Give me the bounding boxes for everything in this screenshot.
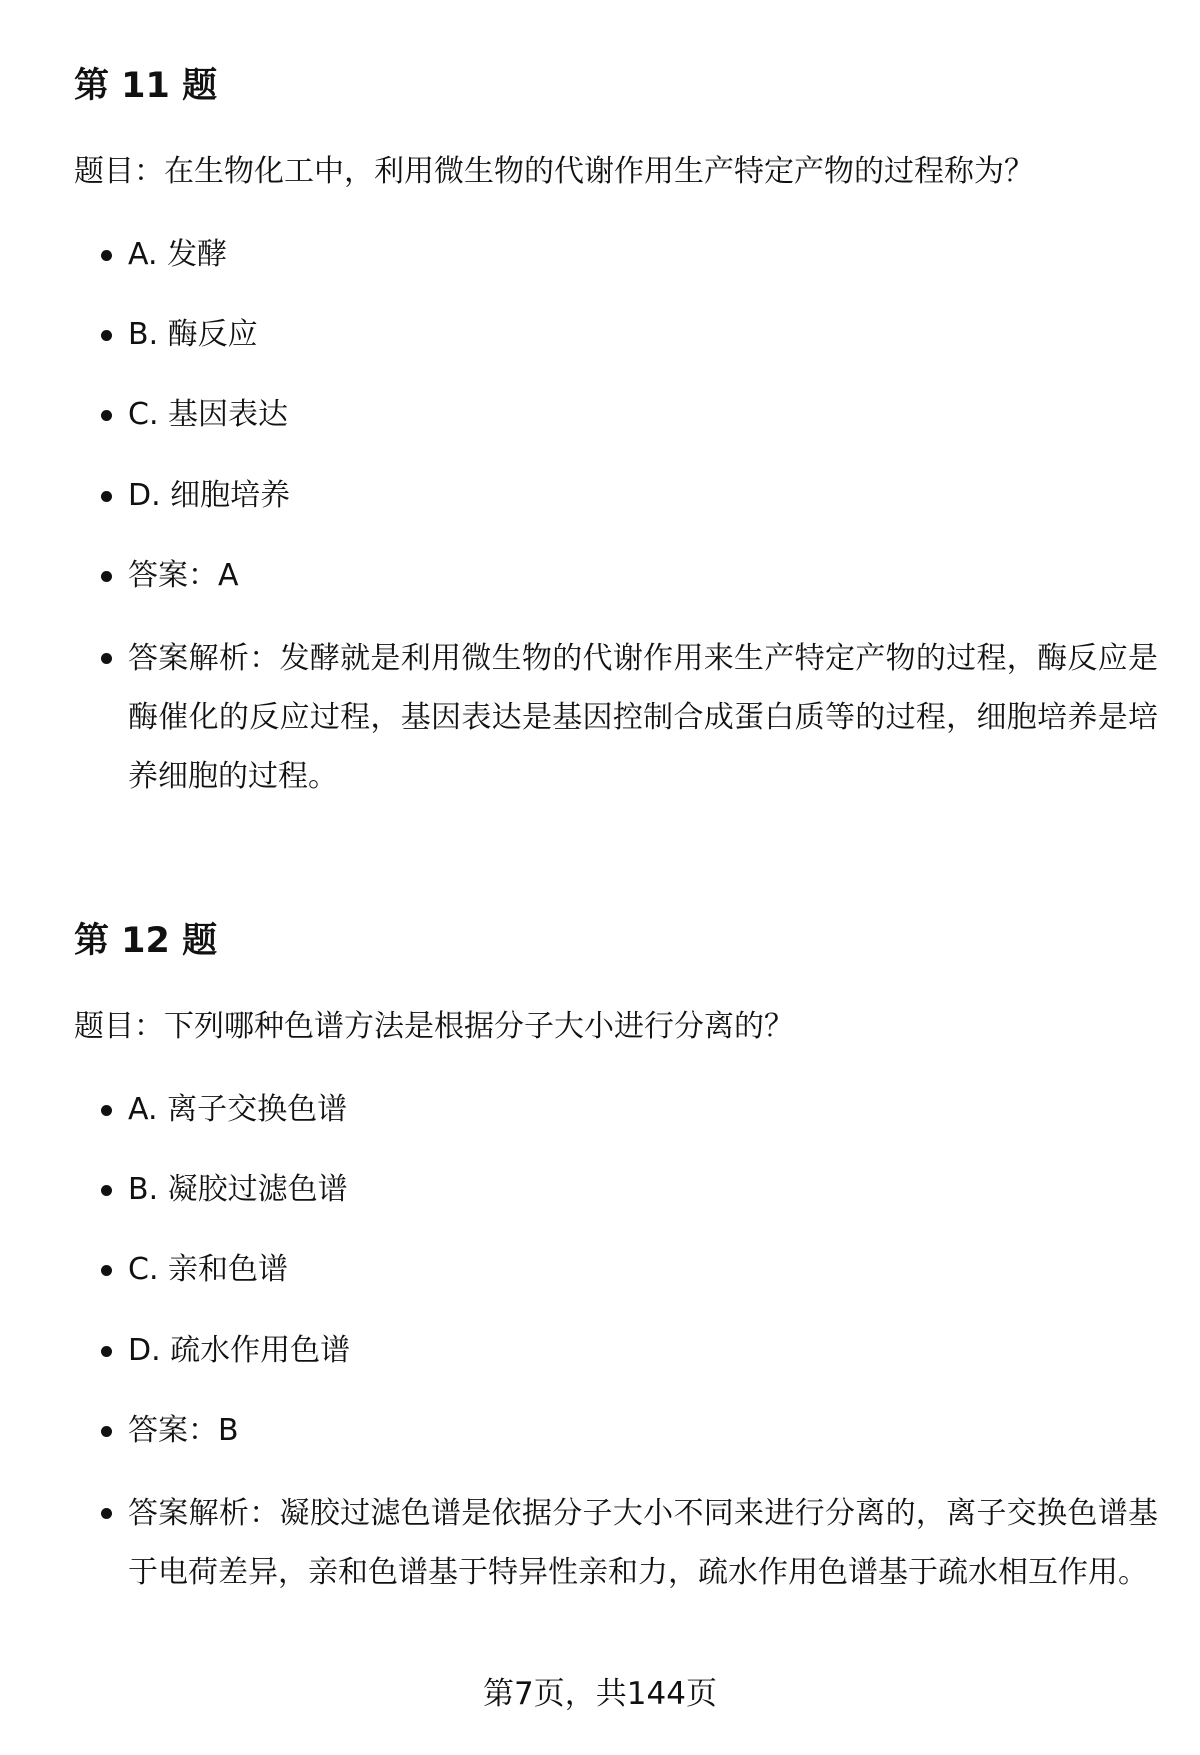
bullet-icon (101, 571, 112, 582)
option-label: D. 细胞培养 (128, 478, 291, 513)
answer-label: 答案：A (128, 558, 239, 593)
option-item (74, 1248, 288, 1292)
option-item (74, 1329, 350, 1373)
bullet-icon (101, 330, 112, 341)
bullet-icon (101, 250, 112, 261)
option-label: A. 离子交换色谱 (128, 1092, 348, 1127)
option-item (74, 313, 258, 357)
explanation-item (74, 629, 1158, 806)
option-label: D. 疏水作用色谱 (128, 1333, 351, 1368)
explanation-text: 答案解析：发酵就是利用微生物的代谢作用来生产特定产物的过程，酶反应是酶催化的反应过程，基因表达是基因控制合成蛋白质等的过程，细胞培养是培养细胞的过程。 (128, 641, 1158, 794)
answer-item (74, 1409, 239, 1453)
bullet-icon (101, 1105, 112, 1116)
explanation-text: 答案解析：凝胶过滤色谱是依据分子大小不同来进行分离的，离子交换色谱基于电荷差异，亲和色谱基于特异性亲和力，疏水作用色谱基于疏水相互作用。 (128, 1496, 1158, 1590)
explanation-item (74, 1484, 1158, 1602)
bullet-icon (101, 1346, 112, 1357)
question-11 (74, 64, 1158, 794)
answer-item (74, 554, 239, 598)
option-label: B. 酶反应 (128, 317, 258, 352)
answer-label: 答案：B (128, 1413, 239, 1448)
option-label: C. 亲和色谱 (128, 1252, 289, 1287)
question-heading: 第 11 题 (74, 66, 218, 106)
bullet-icon (101, 491, 112, 502)
option-label: A. 发酵 (128, 237, 228, 272)
question-stem: 题目：下列哪种色谱方法是根据分子大小进行分离的？ (74, 1009, 794, 1044)
option-label: C. 基因表达 (128, 397, 289, 432)
option-label: B. 凝胶过滤色谱 (128, 1172, 348, 1207)
bullet-icon (101, 653, 112, 664)
page-number: 第7页，共144页 (483, 1676, 717, 1712)
bullet-icon (101, 410, 112, 421)
option-item (74, 1088, 347, 1132)
question-heading: 第 12 题 (74, 921, 218, 961)
bullet-icon (101, 1426, 112, 1437)
option-item (74, 393, 288, 437)
option-item (74, 474, 290, 518)
question-12 (74, 919, 1158, 1590)
option-item (74, 233, 227, 277)
question-stem: 题目：在生物化工中，利用微生物的代谢作用生产特定产物的过程称为？ (74, 154, 1034, 189)
bullet-icon (101, 1265, 112, 1276)
bullet-icon (101, 1185, 112, 1196)
bullet-icon (101, 1508, 112, 1519)
option-item (74, 1168, 348, 1212)
